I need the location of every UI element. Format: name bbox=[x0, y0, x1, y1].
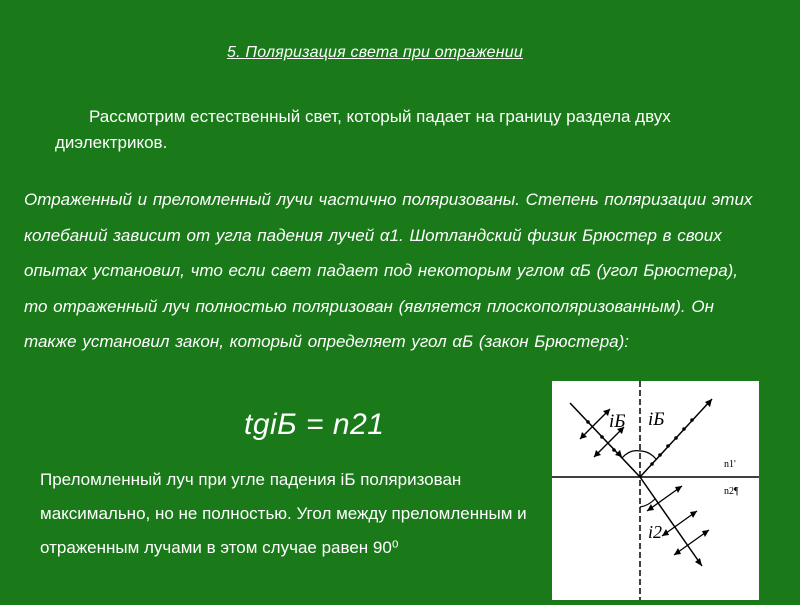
label-n1: n1' bbox=[724, 459, 736, 470]
diagram-svg bbox=[552, 381, 759, 600]
refraction-paragraph: Преломленный луч при угле падения iБ поляризован максимально, но не полностью. Угол между преломленным и отраженным лучами в этом случае равен 90⁰ bbox=[40, 470, 527, 557]
label-i2: i2 bbox=[648, 522, 663, 542]
label-iB-left: iБ bbox=[609, 411, 626, 432]
label-n2: n2¶ bbox=[724, 486, 739, 497]
refracted-arrow-icon bbox=[695, 558, 702, 566]
brewster-formula: tgiБ = n21 bbox=[244, 408, 385, 441]
polarization-diagram bbox=[552, 381, 759, 600]
label-iB-right: iБ bbox=[648, 409, 665, 430]
brewster-paragraph: Отраженный и преломленный лучи частично поляризованы. Степень поляризации этих колебаний зависит от угла падения лучей α1. Шотландский физик Брюстер в своих опытах установил, что если свет падает под некоторым углом αБ (угол Брюстера), то отраженный луч полностью поляризован (является плоскополяризованным). Он также установил закон, который определяет угол αБ (закон Брюстера): bbox=[24, 190, 753, 351]
slide-title: 5. Поляризация света при отражении bbox=[227, 44, 523, 61]
intro-paragraph: Рассмотрим естественный свет, который падает на границу раздела двух диэлектриков. bbox=[55, 107, 671, 152]
